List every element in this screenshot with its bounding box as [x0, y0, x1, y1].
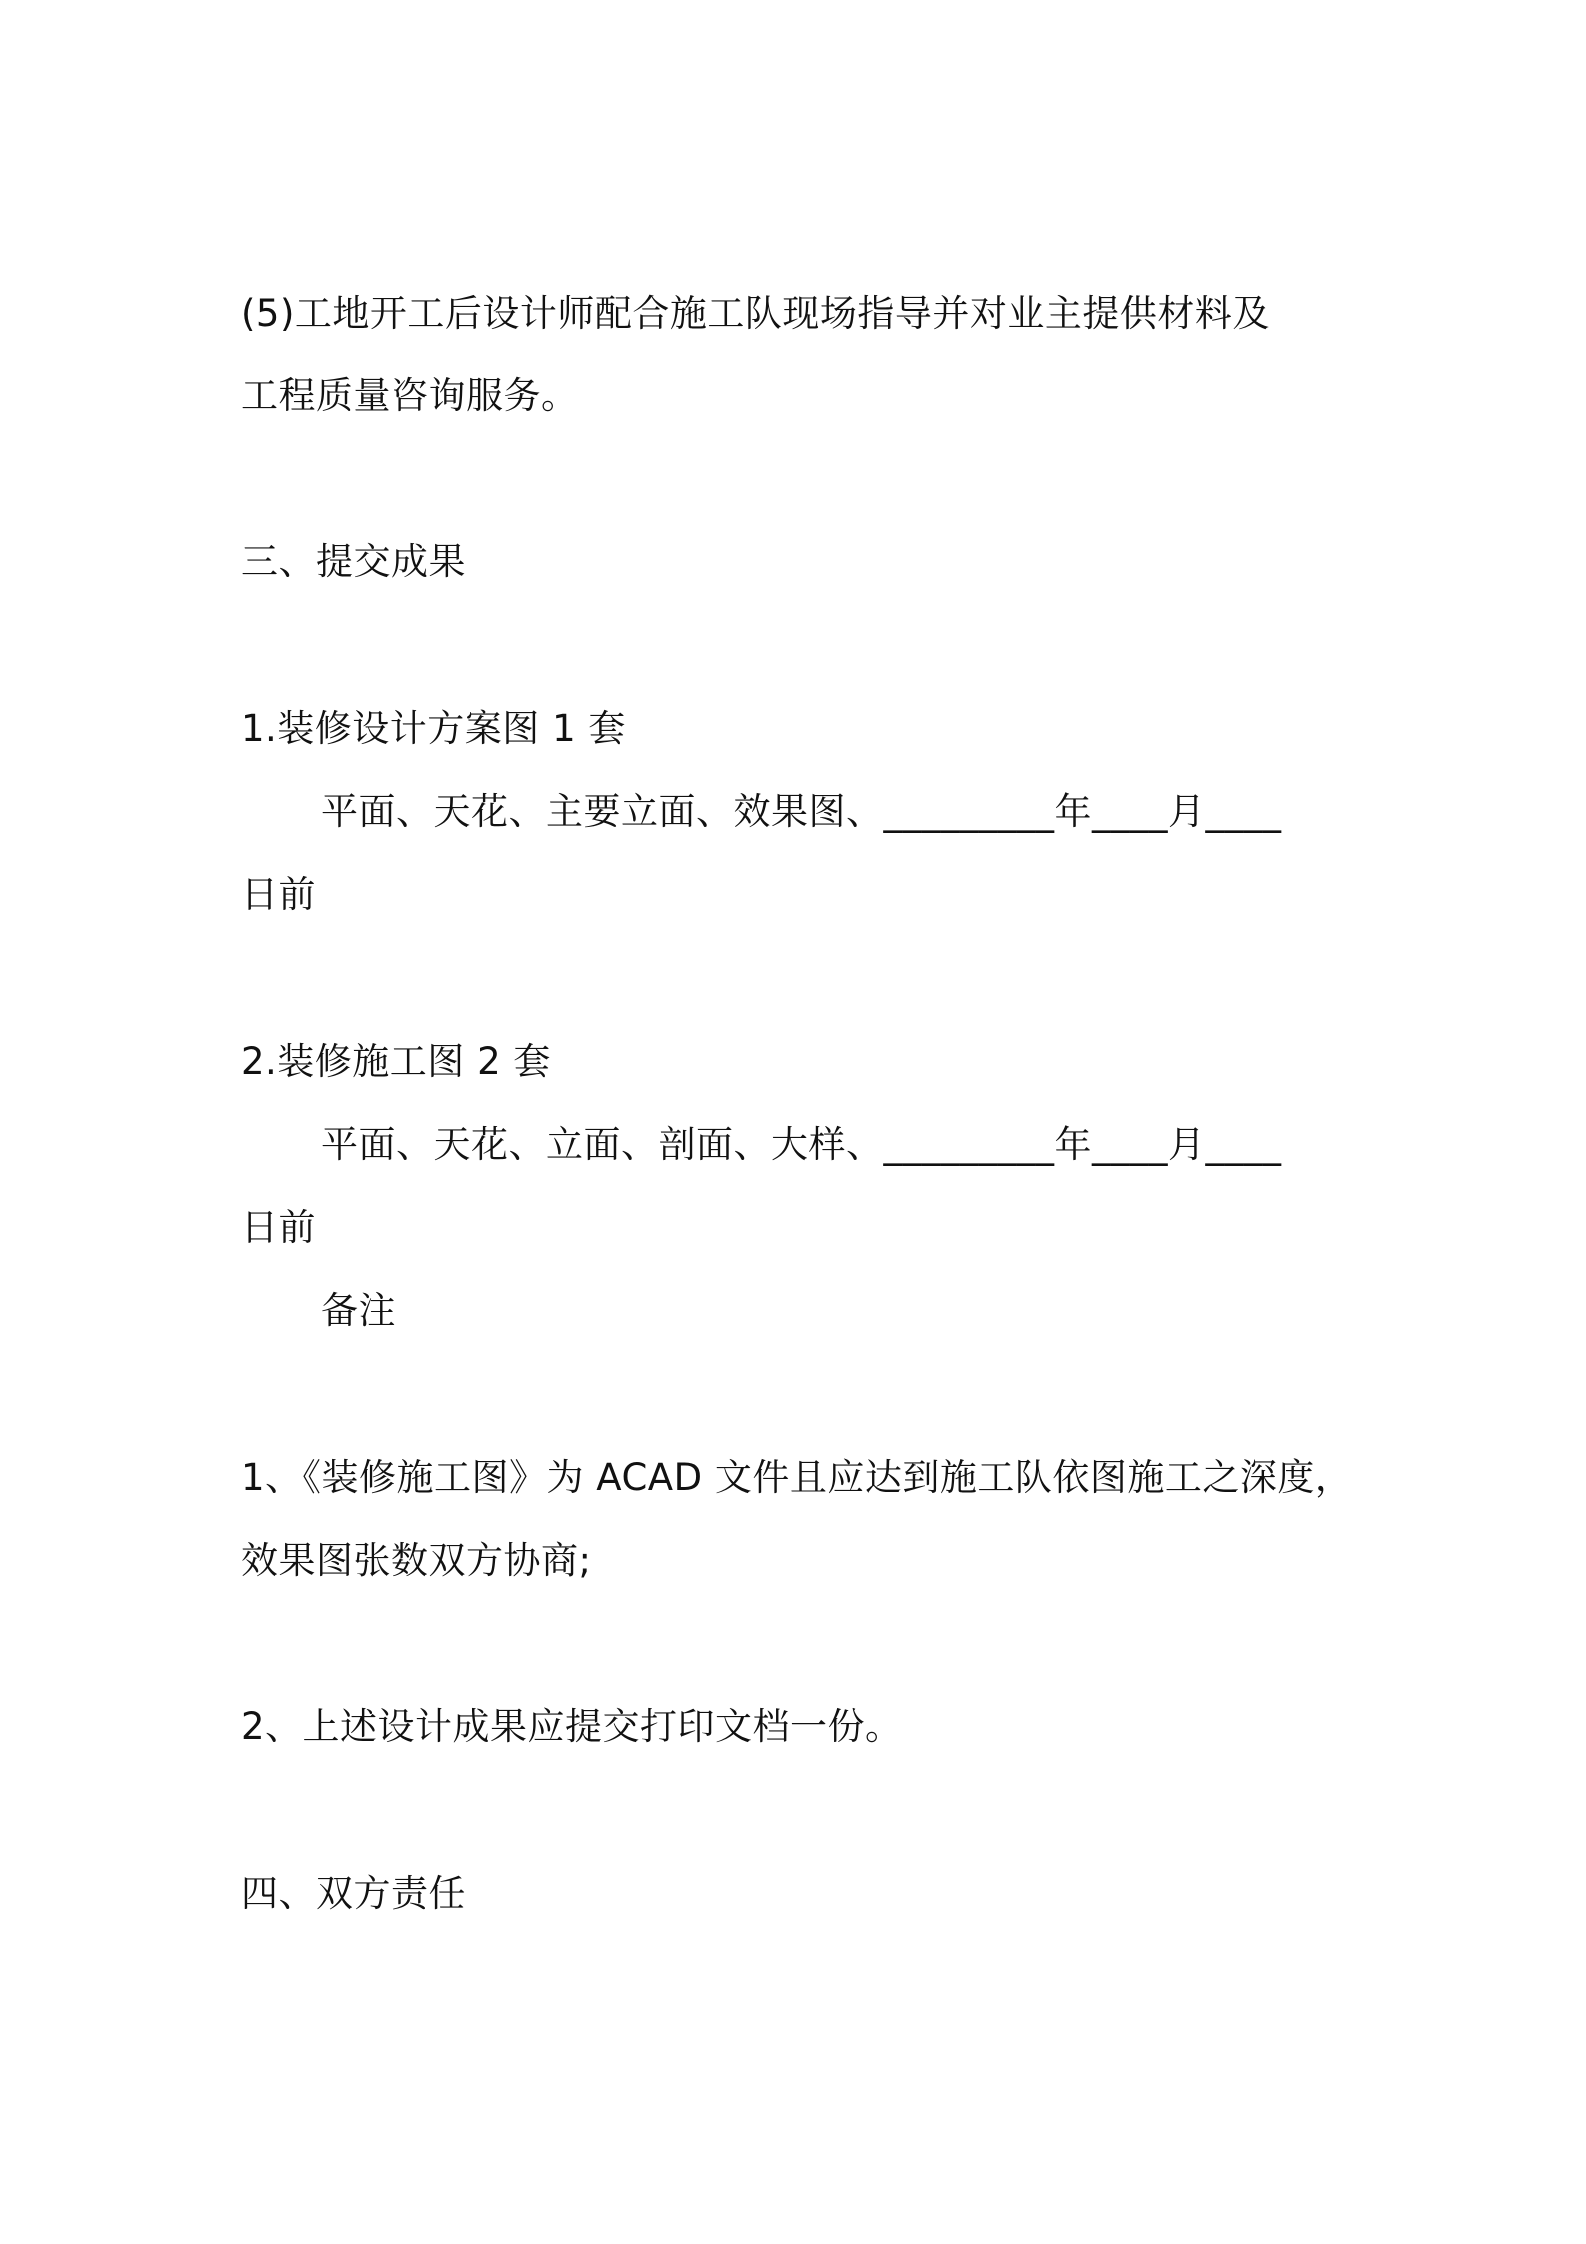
remarks-label: 备注: [321, 1289, 396, 1332]
item-2-detail-continued: 日前: [241, 1206, 316, 1249]
note-1-line-1: 1、《装修施工图》为 ACAD 文件且应达到施工队依图施工之深度，: [241, 1456, 1353, 1499]
section-3-heading: 三、提交成果: [241, 540, 466, 583]
item-1-title: 1.装修设计方案图 1 套: [241, 707, 626, 750]
section-4-heading: 四、双方责任: [241, 1872, 466, 1915]
note-2: 2、上述设计成果应提交打印文档一份。: [241, 1705, 903, 1748]
note-1-line-2: 效果图张数双方协商;: [241, 1539, 592, 1582]
item-1-detail-continued: 日前: [241, 873, 316, 916]
item-2-detail: 平面、天花、立面、剖面、大样、_________年____月____: [321, 1123, 1282, 1166]
paragraph-5-line-1: (5)工地开工后设计师配合施工队现场指导并对业主提供材料及: [241, 292, 1270, 335]
item-2-title: 2.装修施工图 2 套: [241, 1040, 551, 1083]
item-1-detail: 平面、天花、主要立面、效果图、_________年____月____: [321, 790, 1282, 833]
paragraph-5-line-2: 工程质量咨询服务。: [241, 374, 579, 417]
